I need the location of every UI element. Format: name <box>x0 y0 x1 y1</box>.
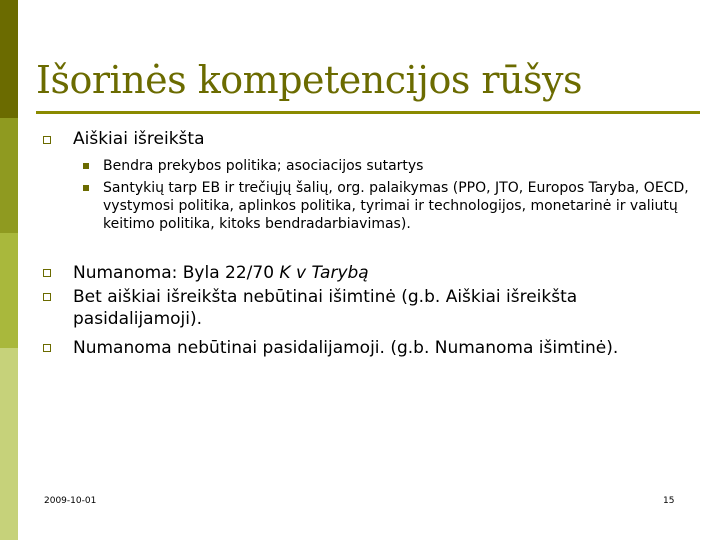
side-bar-segment <box>0 348 18 540</box>
side-bar-segment <box>0 0 18 118</box>
bullet-item <box>73 262 369 284</box>
slide-title: Išorinės kompetencijos rūšys <box>36 58 583 102</box>
side-bar-segment <box>0 233 18 348</box>
bullet-item: Numanoma nebūtinai pasidalijamoji. (g.b. Numanoma išimtinė). <box>73 338 619 358</box>
page-number: 15 <box>663 496 675 506</box>
case-name: K v Tarybą <box>279 263 369 283</box>
bullet-item: Aiškiai išreikšta <box>73 129 205 149</box>
title-divider <box>36 111 700 114</box>
square-bullet-icon <box>43 269 51 277</box>
sub-bullet-item: Santykių tarp EB ir trečiųjų šalių, org. palaikymas (PPO, JTO, Europos Taryba, OECD, vystymosi politika, aplinkos politika, tyrimai ir technologijos, monetarinė ir valiutų keitimo politika, kitoks bendradarbiavimas). <box>103 180 689 232</box>
filled-square-bullet-icon <box>83 163 89 169</box>
square-bullet-icon <box>43 136 51 144</box>
footer-date: 2009-10-01 <box>44 496 97 506</box>
square-bullet-icon <box>43 344 51 352</box>
bullet-item: Bet aiškiai išreikšta nebūtinai išimtinė (g.b. Aiškiai išreikšta pasidalijamoji). <box>73 287 578 329</box>
bullet-item-text: Numanoma: Byla 22/70 <box>73 263 280 283</box>
square-bullet-icon <box>43 293 51 301</box>
filled-square-bullet-icon <box>83 185 89 191</box>
side-bar-segment <box>0 118 18 233</box>
sub-bullet-item: Bendra prekybos politika; asociacijos sutartys <box>103 158 424 174</box>
